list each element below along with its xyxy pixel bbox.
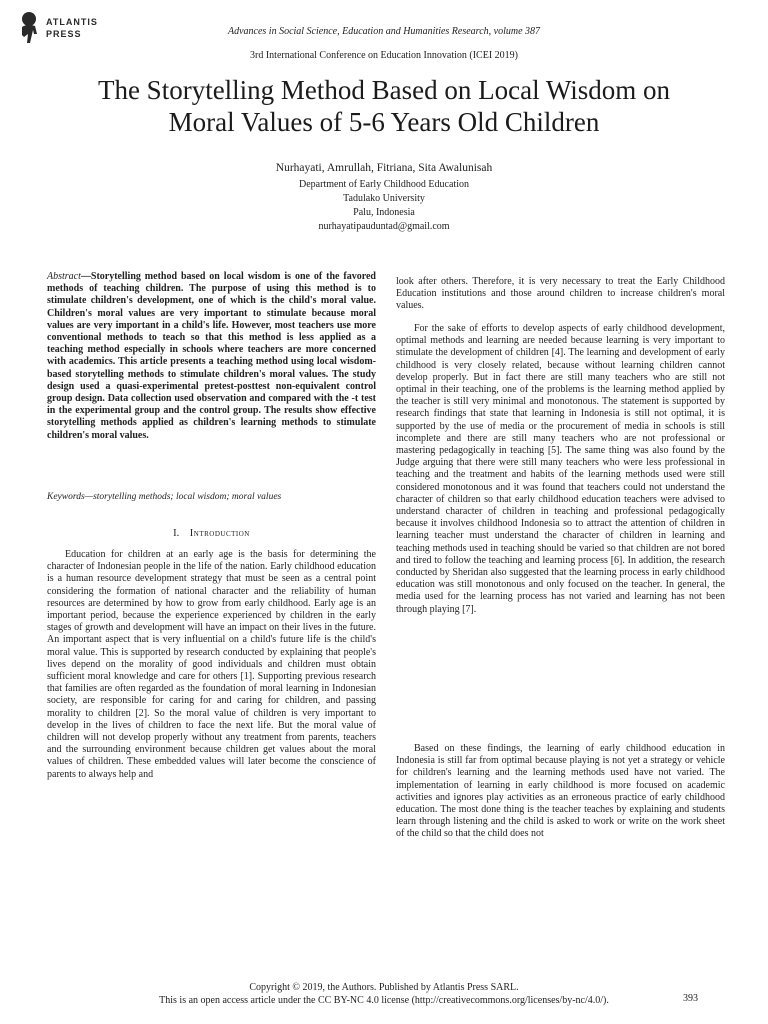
logo-text-line2: PRESS bbox=[46, 29, 82, 39]
license-notice: This is an open access article under the CC BY-NC 4.0 license (http://creativecommons.org/licenses/by-nc/4.0/). bbox=[159, 995, 609, 1006]
author-list: Nurhayati, Amrullah, Fitriana, Sita Awalunisah bbox=[275, 162, 493, 174]
abstract-text: —Storytelling method based on local wisdom is one of the favored methods of teaching children. The purpose of using this method is to stimulate children's development, one of which is the child's moral value. Children's moral values are very important to stimulate because moral values are very important in a child's life. However, most teachers use more conventional methods to teach so that this method is less applied as a teaching method especially in schools where teachers are more concerned with academics. This article presents a teaching method using local wisdom-based storytelling methods to stimulate children's moral values. The study design used a quasi-experimental pretest-posttest non-equivalent control group design. Data collection used observation and compared with the -t test in the experimental group and the control group. The results show effective storytelling methods applied as children's learning methods to stimulate children's moral values. bbox=[47, 271, 376, 441]
abstract-label: Abstract bbox=[47, 271, 81, 282]
right-paragraph-2: For the sake of efforts to develop aspects of early childhood development, optimal methods and learning are needed because learning is very important to stimulate the development of children [4]. The learning and development of early childhood is very closely related, because without learning children cannot develop properly. But in fact there are still many teachers who are still not optimal in their teaching, one of the problems is the learning method applied by the teacher is still very minimal and monotonous. The statement is supported by research findings that state that learning in Indonesia is still not optimal, it is supported by the use of media or the procurement of media in schools is still incomplete and there are still many teachers who are not professional or mastering pedagogically in teaching [5]. The same thing was also found by the Judge arguing that there were still many teachers who were less professional in teaching and the treatment and habits of the learning methods used were still considered monotonous and it was found that teachers could not understand the character of children so that early childhood education teachers were advised to understand character of children in teaching and professional pedagogically because it involves childhood Indonesia so to attract the attention of children in learning teacher must understand the character of children in learning and teaching methods used in teaching should be varied so that children are not bored and tired to follow the teaching and learning process [6]. In addition, the research conducted by Sheridan also suggested that the learning process in early childhood education was still monotonous and only focused on the teacher. In general, the media used for the learning process has not varied and learning has not been through playing [7]. bbox=[396, 323, 725, 615]
section-number: I. bbox=[173, 528, 180, 539]
copyright-notice: Copyright © 2019, the Authors. Published by Atlantis Press SARL. bbox=[249, 982, 519, 993]
body-paragraph bbox=[396, 323, 725, 616]
page-number: 393 bbox=[683, 993, 698, 1004]
right-paragraph-1: look after others. Therefore, it is very necessary to treat the Early Childhood Education institutions and those around children to increase children's moral values. bbox=[396, 276, 725, 312]
atlas-figure-icon bbox=[18, 10, 44, 44]
affiliation-university: Tadulako University bbox=[343, 193, 425, 204]
affiliation-department: Department of Early Childhood Education bbox=[299, 179, 469, 190]
logo-text-line1: ATLANTIS bbox=[46, 17, 98, 27]
paper-title bbox=[30, 74, 738, 138]
body-paragraph bbox=[396, 743, 725, 841]
right-paragraph-3: Based on these findings, the learning of early childhood education in Indonesia is still far from optimal because playing is not yet a strategy or vehicle for children's learning and the learning methods used have not varied. The implementation of learning in early childhood is more focused on academic activities and ignores play activities as an erroneous practice of early childhood education. The most done thing is the teacher teaches by explaining and students learn through listening and the child is asked to work or write on the work sheet of the child so that the child does not bbox=[396, 743, 725, 840]
page-footer bbox=[100, 981, 668, 1007]
affiliation-city: Palu, Indonesia bbox=[353, 207, 415, 218]
author-email: nurhayatipauduntad@gmail.com bbox=[318, 221, 450, 232]
abstract bbox=[47, 271, 376, 442]
section-title: Introduction bbox=[189, 528, 250, 539]
title-line-1: The Storytelling Method Based on Local Wisdom on bbox=[97, 75, 671, 105]
publisher-logo bbox=[18, 10, 128, 50]
body-paragraph bbox=[47, 549, 376, 781]
intro-paragraph-1: Education for children at an early age is the basis for determining the character of Indonesian people in the life of the nation. Early childhood education is a human resource development strategy that must be seen as a central point considering the formation of national character and the reliability of human resources are determined by how to grow from early childhood. Early age is an important period, because the experience experienced by children in the early stages of growth and development will have an impact on their lives in the future. An important aspect that is very influential on a child's future life is the child's moral value. This is supported by research conducted by explaining that people's lives depend on the morality of good individuals and children must obtain sufficient moral knowledge and care for others [1]. Supporting previous research that families are often regarded as the foundation of moral learning in Indonesian society, are responsible for caring for and caring for children, and passing morality to children [2]. So the moral value of children is very important to develop in the lives of children to face the next life. But the moral value of children will not develop properly without any treatment from parents, teachers and the surrounding environment because children get values about the moral values of children. These embedded values will later become the conscience of parents to always help and bbox=[47, 549, 376, 780]
series-header: Advances in Social Science, Education and Humanities Research, volume 387 bbox=[227, 26, 541, 37]
keywords: Keywords—storytelling methods; local wisdom; moral values bbox=[47, 492, 282, 502]
section-heading bbox=[47, 528, 376, 539]
body-paragraph bbox=[396, 276, 725, 313]
title-line-2: Moral Values of 5-6 Years Old Children bbox=[168, 107, 600, 137]
conference-header: 3rd International Conference on Education Innovation (ICEI 2019) bbox=[250, 50, 518, 61]
